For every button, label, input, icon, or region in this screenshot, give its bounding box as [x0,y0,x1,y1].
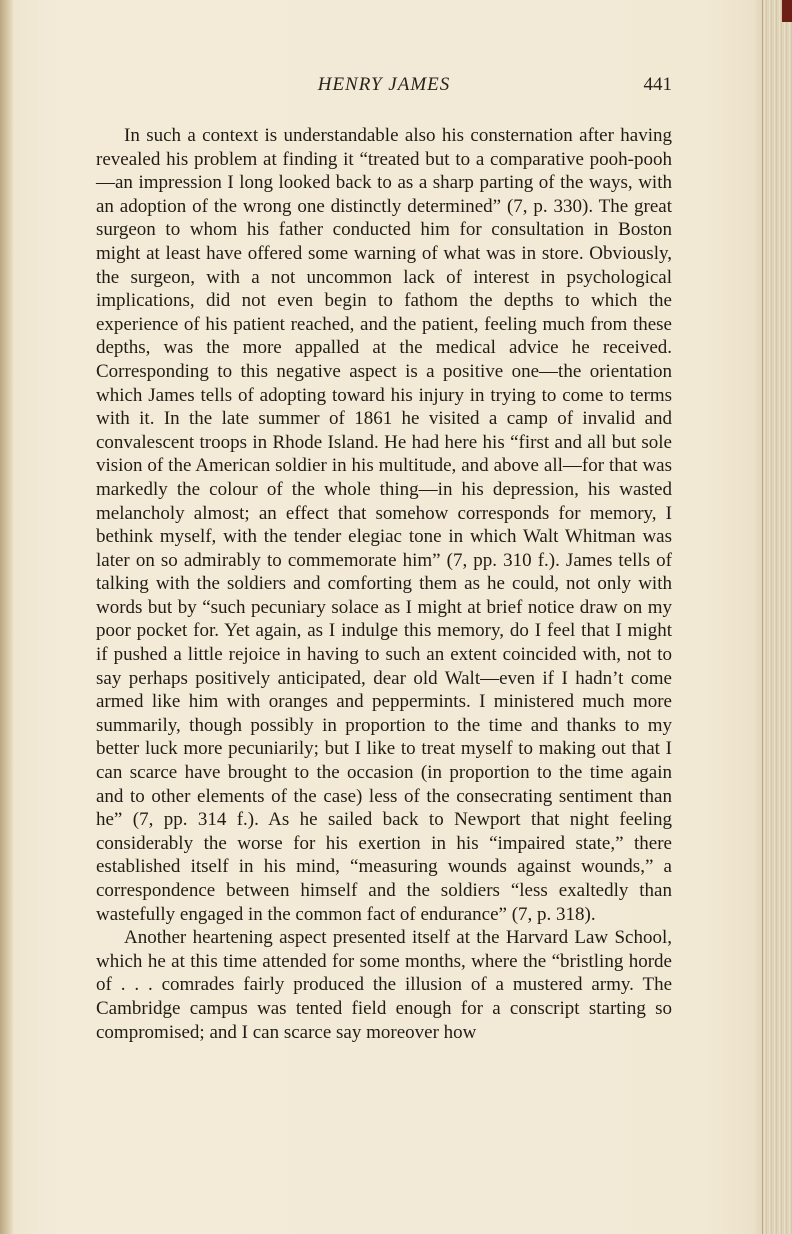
paragraph-1: In such a context is understandable also his consternation after having revealed his problem at finding it “treated but to a comparative pooh-pooh—an impression I long looked back to as a sharp parting of the ways, with an adoption of the wrong one distinctly determined” (7, p. 330). The great surgeon to whom his father conducted him for consultation in Boston might at least have offered some warning of what was in store. Obviously, the surgeon, with a not uncommon lack of interest in psychological implications, did not even begin to fathom the depths to which the experience of his patient reached, and the patient, feeling much from these depths, was the more appalled at the medical advice he received. Corresponding to this negative aspect is a positive one—the orientation which James tells of adopting toward his injury in trying to come to terms with it. In the late summer of 1861 he visited a camp of invalid and convalescent troops in Rhode Island. He had here his “first and all but sole vision of the American soldier in his multitude, and above all—for that was markedly the colour of the whole thing—in his depression, his wasted melancholy almost; an effect that somehow corresponds for memory, I bethink myself, with the tender elegiac tone in which Walt Whitman was later on so admirably to commemorate him” (7, pp. 310 f.). James tells of talking with the soldiers and comforting them as he could, not only with words but by “such pecuniary solace as I might at brief notice draw on my poor pocket for. Yet again, as I indulge this memory, do I feel that I might if pushed a little rejoice in having to such an extent coincided with, not to say perhaps positively anticipated, dear old Walt—even if I hadn’t come armed like him with oranges and peppermints. I ministered much more summarily, though possibly in proportion to the time and thanks to my better luck more pecuniarily; but I like to treat myself to making out that I can scarce have brought to the occasion (in proportion to the time again and to other elements of the case) less of the consecrating sentiment than he” (7, pp. 314 f.). As he sailed back to Newport that night feeling considerably the worse for his exertion in his “impaired state,” there established itself in his mind, “measuring wounds against wounds,” a correspondence between himself and the soldiers “less exaltedly than wastefully engaged in the common fact of endurance” (7, p. 318). [96,125,672,925]
paragraph-2: Another heartening aspect presented itself at the Harvard Law School, which he at this time attended for some months, where the “bristling horde of . . . comrades fairly produced the illusion of a mustered army. The Cambridge campus was tented field enough for a conscript starting so compromised; and I can scarce say moreover how [96,927,672,1043]
page-gutter [0,0,14,1234]
bookmark-tab [782,0,792,22]
page-edge-stack [762,0,792,1234]
body-text [96,124,672,1044]
page-header [96,72,672,102]
page-number: 441 [643,74,672,95]
running-head: HENRY JAMES [317,74,451,95]
